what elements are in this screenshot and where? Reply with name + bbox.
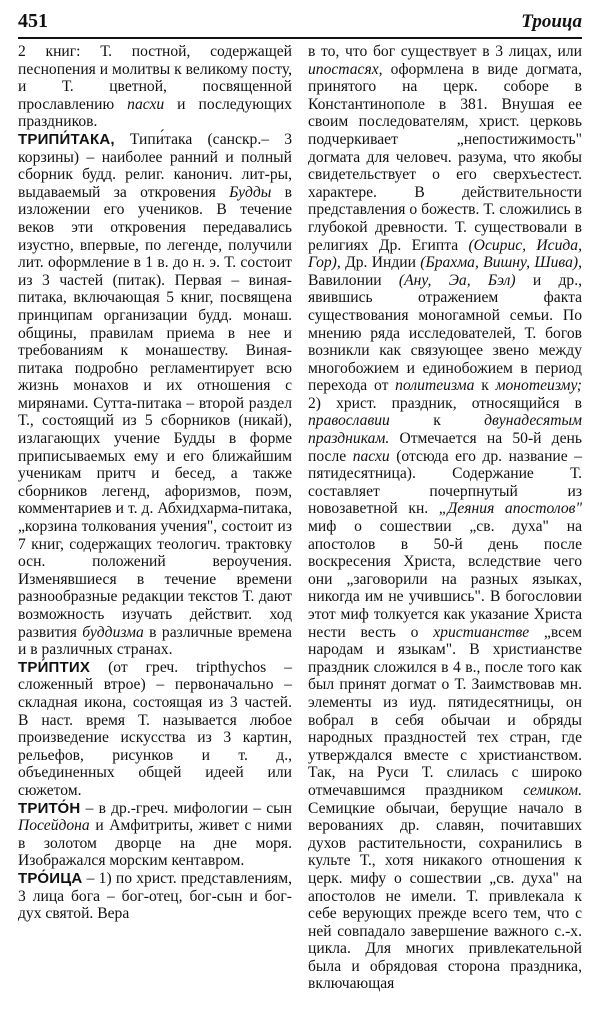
- entry-term: ТРИ́ПТИХ: [18, 658, 91, 676]
- cross-reference: двунадесятым праздникам.: [308, 412, 582, 448]
- cross-reference: семиком.: [523, 781, 582, 799]
- entry-term: ТРИПИ́ТАКА,: [18, 130, 115, 148]
- entry-troitsa: ТРО́ИЦА – 1) по христ. представлениям, 3 лица бога – бог-отец, бог-сын и бог-дух святой. Вера: [18, 869, 292, 923]
- cross-reference: монотеизму;: [495, 377, 582, 395]
- right-column: [308, 43, 582, 993]
- cross-reference: (Брахма, Вишну, Шива),: [420, 254, 582, 272]
- page-header: [18, 10, 582, 39]
- cross-reference: Будды: [229, 183, 272, 201]
- page-number: 451: [18, 10, 48, 32]
- entry-tripitaka: ТРИПИ́ТАКА, Типи́така (санскр.– 3 корзины) – наиболее ранний и полный сборник будд. религ. канонич. лит-ры, выдаваемый за откровения Будды в изложении его учеников. В течение веков эти откровения передавались изустно, впервые, по легенде, получили лит. оформление в 1 в. до н. э. Т. состоит из 3 частей (питак). Первая – виная-питака, включающая 5 книг, посвящена принципам организации будд. монаш. общины, правилам приема в нее и требованиям к монашеству. Виная-питака подробно регламентирует всю жизнь монахов и их отношения с мирянами. Сутта-питака – второй раздел Т., состоящий из 5 сборников (никай), излагающих учение Будды в форме приписываемых ему и его ближайшим ученикам притч и бесед, а также сборников легенд, афоризмов, поэм, комментариев и т. д. Абхидхарма-питака, „корзина толкования учения", состоит из 7 книг, содержащих теологич. трактовку осн. положений вероучения. Изменявшиеся в течение времени разнообразные редакции текстов Т. дают возможность изучать действит. ход развития буддизма в различные времена и в различных странах.: [18, 130, 292, 659]
- cross-reference: православии: [308, 412, 390, 430]
- cross-reference: (Осирис, Исида, Гор),: [308, 236, 582, 272]
- running-head: Троица: [521, 11, 582, 32]
- cross-reference: пасхи: [127, 95, 165, 113]
- cross-reference: „Деяния апостолов": [438, 500, 583, 518]
- cross-reference: христианстве: [433, 623, 530, 641]
- cross-reference: ипостасях,: [308, 60, 383, 78]
- entry-term: ТРО́ИЦА: [18, 869, 83, 887]
- cross-reference: Посейдона: [18, 817, 90, 835]
- entry-troitsa-continued: в то, что бог существует в 3 лицах, или ипостасях, оформлена в виде догмата, принятого на церк. соборе в Константинополе в 381. Внушая ее своим последователям, христ. церковь подчеркивает „непостижимость" догмата для человеч. разума, что якобы свидетельствует о его сверхъестест. характере. В действительности представления о божеств. Т. сложились в глубокой древности. Т. существовали в религиях Др. Египта (Осирис, Исида, Гор), Др. Индии (Брахма, Вишну, Шива), Вавилонии (Ану, Эа, Бэл) и др., явившись отражением факта существования моногамной семьи. По мнению ряда исследователей, Т. богов возникли как связующее звено между многобожием и единобожием в период перехода от политеизма к монотеизму; 2) христ. праздник, относящийся в православии к двунадесятым праздникам. Отмечается на 50-й день после пасхи (отсюда его др. название – пятидесятница). Содержание Т. составляет почерпнутый из новозаветной кн. „Деяния апостолов" миф о сошествии „св. духа" на апостолов в 50-й день после воскресения Христа, вследствие чего они „заговорили на разных языках, никогда им не учившись". В богословии этот миф толкуется как указание Христа нести весть о христианстве „всем народам и языкам". В христианстве праздник сложился в 4 в., после того как был принят догмат о Т. Заимствовав мн. элементы из иуд. пятидесятницы, он вобрал в себя обычаи и обряды народных праздностей тех стран, где утверждался вместе с христианством. Так, на Руси Т. слилась с широко отмечавшимся праздником семиком. Семицкие обычаи, берущие начало в верованиях др. славян, почитавших духов растительности, сохранились в культе Т., хотя никакого отношения к церк. мифу о сошествии „св. духа" на апостолов не имели. Т. привлекала к себе верующих прежде всего тем, что с ней совпадало завершение важного с.-х. цикла. Для многих привлекательной была и обрядовая сторона праздника, включающая: [308, 43, 583, 993]
- cross-reference: пасхи: [352, 447, 390, 465]
- entry-continuation: 2 книг: Т. постной, содержащей песнопения и молитвы к великому посту, и Т. цветной, посвященной прославлению пасхи и последующих праздников.: [18, 43, 292, 131]
- cross-reference: буддизма: [82, 623, 144, 641]
- cross-reference: (Ану, Эа, Бэл): [398, 271, 516, 289]
- two-column-body: [18, 43, 582, 993]
- entry-triton: ТРИТО́Н – в др.-греч. мифологии – сын Посейдона и Амфитриты, живет с ними в золотом дворце на дне моря. Изображался морским кентавром.: [18, 799, 292, 870]
- entry-term: ТРИТО́Н: [18, 799, 81, 817]
- entry-triptych: ТРИ́ПТИХ (от греч. tripthychos – сложенный втрое) – первоначально – складная икона, состоящая из 3 частей. В наст. время Т. называется любое произведение искусства из 3 картин, рельефов, рисунков и т. д., объединенных общей идеей или сюжетом.: [18, 658, 292, 799]
- cross-reference: политеизма: [395, 377, 475, 395]
- left-column: [18, 43, 292, 993]
